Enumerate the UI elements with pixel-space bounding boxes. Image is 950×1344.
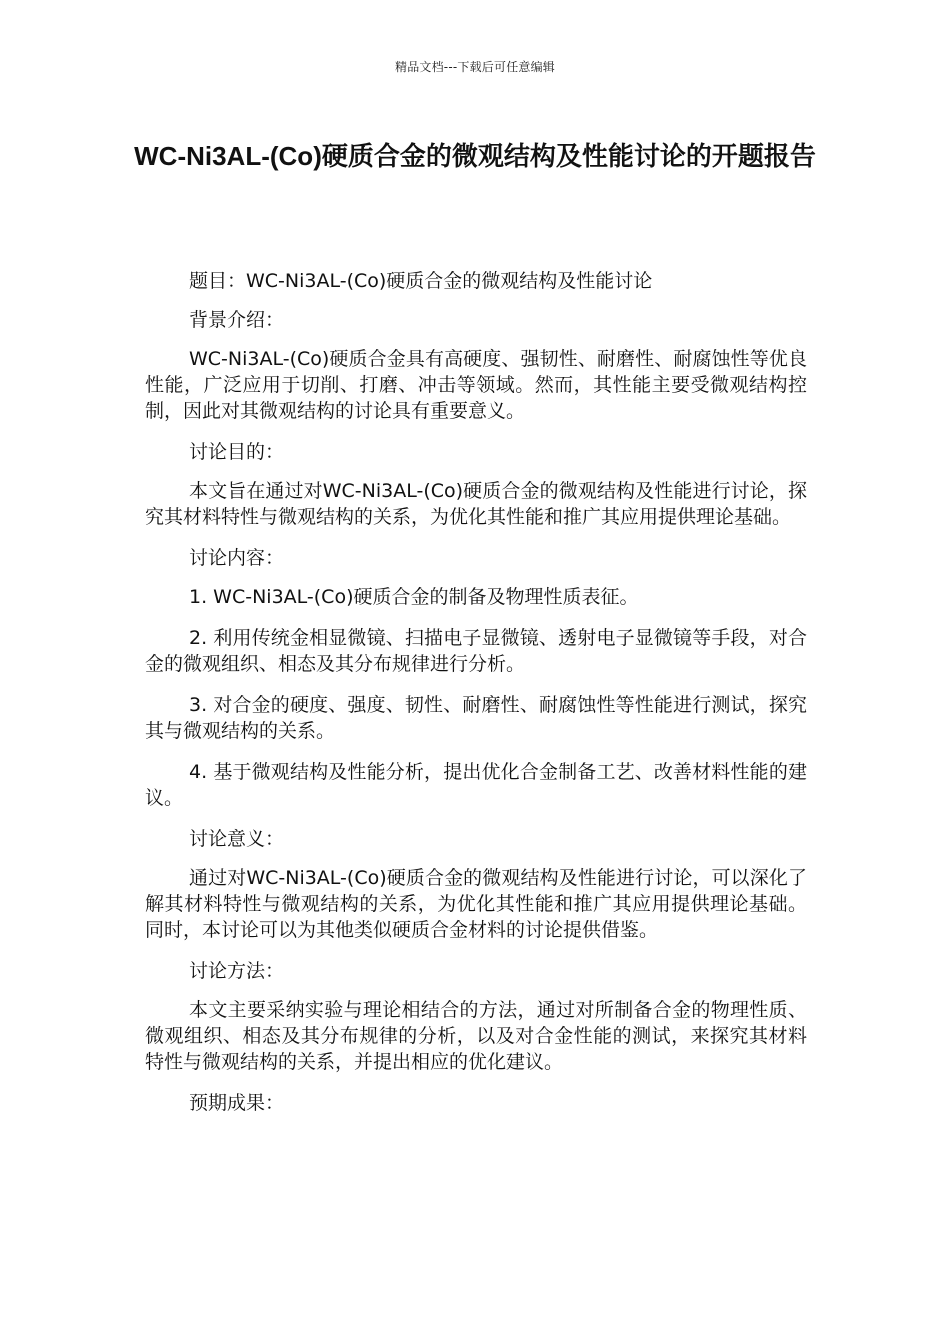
list-item-content-4: 4. 基于微观结构及性能分析，提出优化合金制备工艺、改善材料性能的建议。 bbox=[145, 761, 807, 809]
paragraph-background: WC-Ni3AL-(Co)硬质合金具有高硬度、强韧性、耐磨性、耐腐蚀性等优良性能，广泛应用于切削、打磨、冲击等领域。然而，其性能主要受微观结构控制，因此对其微观结构的讨论具有重要意义。 bbox=[145, 348, 807, 422]
heading-significance: 讨论意义： bbox=[189, 828, 285, 850]
document-body bbox=[145, 268, 807, 1129]
heading-content: 讨论内容： bbox=[189, 547, 285, 569]
paragraph-topic: 题目：WC-Ni3AL-(Co)硬质合金的微观结构及性能讨论 bbox=[189, 270, 653, 292]
heading-purpose: 讨论目的： bbox=[189, 441, 285, 463]
heading-background: 背景介绍： bbox=[189, 309, 285, 331]
heading-method: 讨论方法： bbox=[189, 960, 285, 982]
list-item-content-1: 1. WC-Ni3AL-(Co)硬质合金的制备及物理性质表征。 bbox=[189, 586, 639, 608]
list-item-content-3: 3. 对合金的硬度、强度、韧性、耐磨性、耐腐蚀性等性能进行测试，探究其与微观结构的关系。 bbox=[145, 694, 807, 742]
document-title: WC-Ni3AL-(Co)硬质合金的微观结构及性能讨论的开题报告 bbox=[134, 141, 816, 171]
heading-expected-results: 预期成果： bbox=[189, 1092, 285, 1114]
list-item-content-2: 2. 利用传统金相显微镜、扫描电子显微镜、透射电子显微镜等手段，对合金的微观组织、相态及其分布规律进行分析。 bbox=[145, 627, 807, 675]
page-header: 精品文档---下载后可任意编辑 bbox=[395, 60, 555, 74]
paragraph-purpose: 本文旨在通过对WC-Ni3AL-(Co)硬质合金的微观结构及性能进行讨论，探究其材料特性与微观结构的关系，为优化其性能和推广其应用提供理论基础。 bbox=[145, 480, 807, 528]
paragraph-significance: 通过对WC-Ni3AL-(Co)硬质合金的微观结构及性能进行讨论，可以深化了解其材料特性与微观结构的关系，为优化其性能和推广其应用提供理论基础。同时，本讨论可以为其他类似硬质合金材料的讨论提供借鉴。 bbox=[145, 867, 807, 941]
paragraph-method: 本文主要采纳实验与理论相结合的方法，通过对所制备合金的物理性质、微观组织、相态及其分布规律的分析，以及对合金性能的测试，来探究其材料特性与微观结构的关系，并提出相应的优化建议。 bbox=[145, 999, 807, 1073]
